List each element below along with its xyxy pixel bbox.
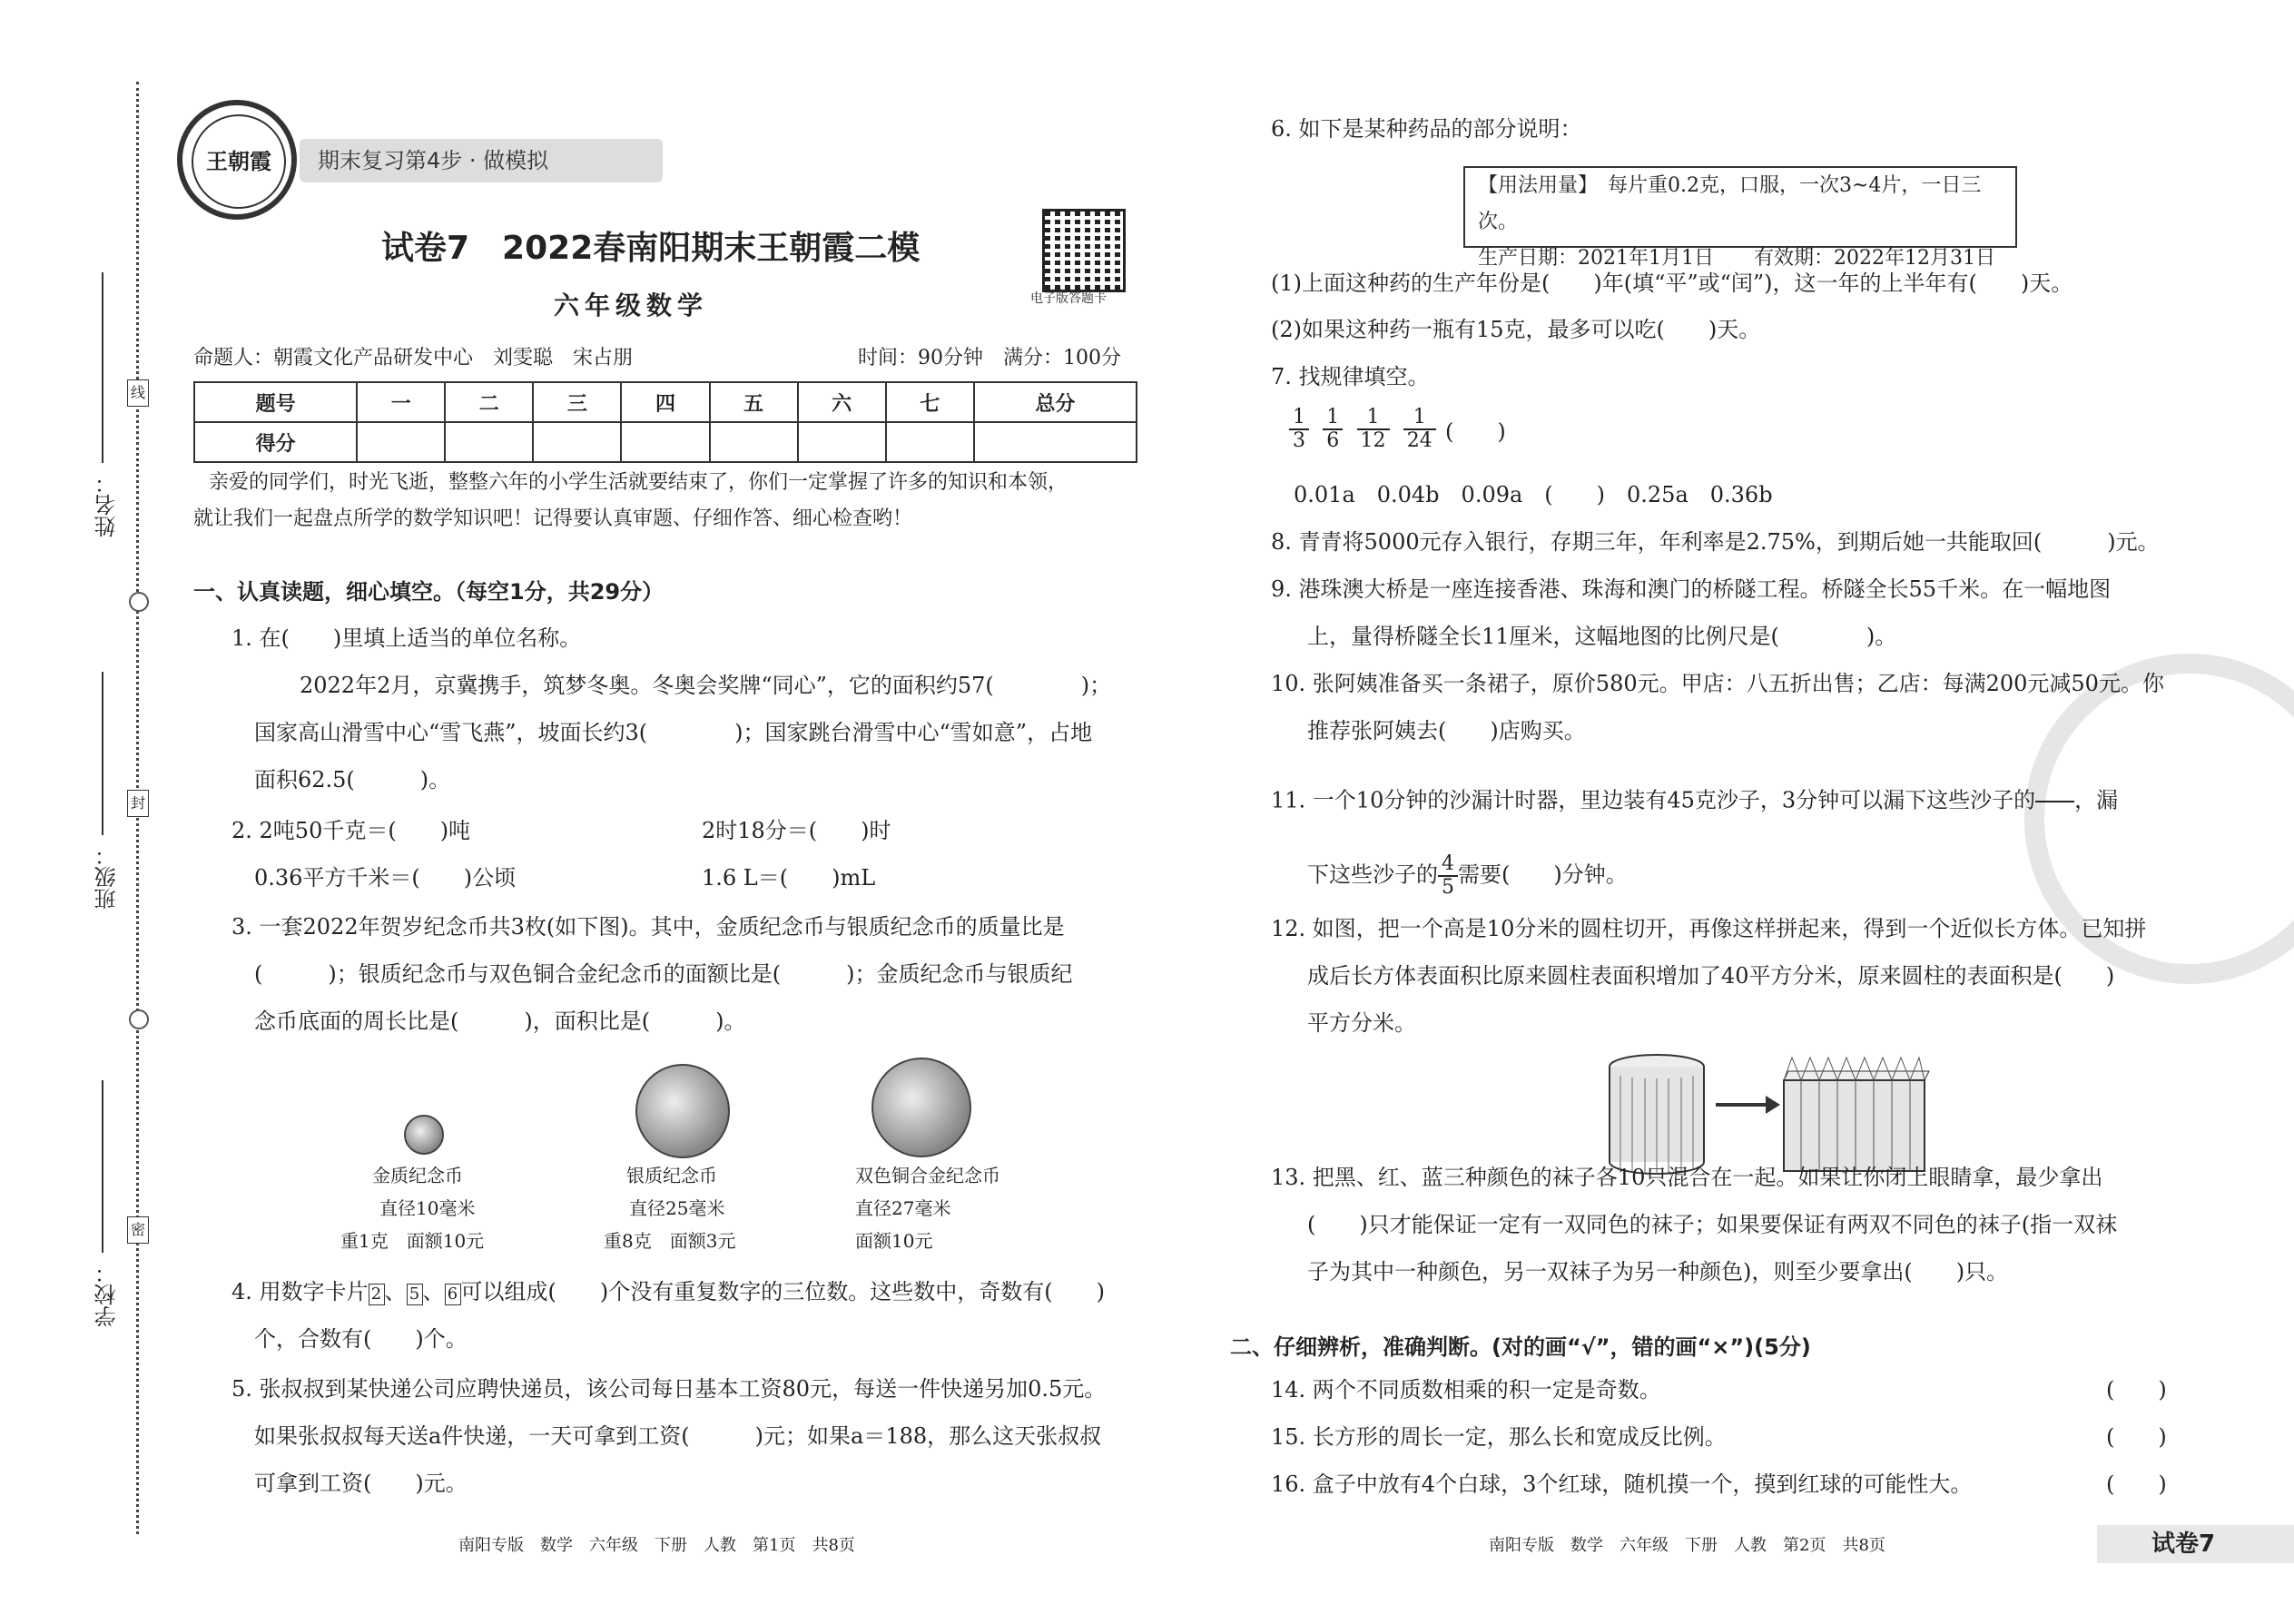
coin-name: 双色铜合金纪念币 (855, 1165, 1000, 1186)
q7-stem: 7. 找规律填空。 (1271, 364, 1430, 389)
arrowhead-icon (1766, 1096, 1780, 1114)
fraction (1403, 407, 1436, 452)
q6-intro: 6. 如下是某种药品的部分说明： (1271, 116, 1582, 142)
name-line (102, 272, 103, 463)
q4-line2: 个，合数有( )个。 (254, 1326, 468, 1352)
author-info: 命题人：朝霞文化产品研发中心 刘雯聪 宋占朋 (193, 347, 634, 369)
q11-tail: ，漏 (2074, 787, 2119, 813)
q7-fraction-sequence (1289, 407, 1506, 452)
q3-line: 念币底面的周长比是( )，面积比是( )。 (254, 1009, 746, 1034)
gold-coin-image (404, 1115, 444, 1155)
q11-line2 (1307, 853, 1628, 899)
page-title: 试卷7 2022春南阳期末王朝霞二模 (381, 230, 921, 267)
qr-code[interactable] (1042, 209, 1126, 292)
bimetal-coin-image (871, 1058, 971, 1157)
binding-hole (129, 592, 149, 612)
number-card: 2 (369, 1284, 385, 1305)
denominator: 6 (1326, 429, 1340, 452)
notice-line: 【用法用量】 每片重0.2克，口服，一次3~4片，一日三次。 (1478, 174, 1982, 233)
q12-line: 成后长方体表面积比原来圆柱表面积增加了40平方分米，原来圆柱的表面积是( ) (1307, 963, 2115, 989)
q4-rest: 可以组成( )个没有重复数字的三位数。这些数中，奇数有( ) (460, 1279, 1105, 1304)
q11-stem: 11. 一个10分钟的沙漏计时器，里边装有45克沙子，3分钟可以漏下这些沙子的 (1271, 787, 2036, 813)
q16: 16. 盒子中放有4个白球，3个红球，随机摸一个，摸到红球的可能性大。 (1271, 1471, 1973, 1497)
class-label: 班级： (94, 844, 120, 910)
fraction (1438, 853, 1458, 899)
judge-blank[interactable]: ( ) (2106, 1471, 2167, 1497)
denominator: 12 (1360, 429, 1386, 452)
fraction (1289, 407, 1309, 452)
q5-line: 5. 张叔叔到某快递公司应聘快递员，该公司每日基本工资80元，每送一件快递另加0.5元。 (231, 1376, 1107, 1402)
q2-item: 0.36平方千米＝( )公顷 (254, 865, 517, 891)
section2-title: 二、仔细辨析，准确判断。(对的画“√”，错的画“×”)(5分) (1230, 1334, 1811, 1360)
q3-line: 3. 一套2022年贺岁纪念币共3枚(如下图)。其中，金质纪念币与银质纪念币的质量比是 (231, 914, 1065, 940)
exam-time-info: 时间：90分钟 满分：100分 (858, 347, 1121, 369)
score-header: 七 (886, 382, 974, 422)
q1-line: 国家高山滑雪中心“雪飞燕”，坡面长约3( )；国家跳台滑雪中心“雪如意”，占地 (254, 720, 1093, 745)
fraction (1323, 407, 1343, 452)
coin-diameter: 直径10毫米 (379, 1197, 476, 1219)
section1-title: 一、认真读题，细心填空。（每空1分，共29分） (193, 579, 665, 605)
numerator: 1 (1323, 407, 1343, 430)
q10-line: 10. 张阿姨准备买一条裙子，原价580元。甲店：八五折出售；乙店：每满200元减50元。你 (1271, 671, 2164, 696)
score-row-label: 得分 (194, 422, 357, 462)
cylinder-figure (1607, 1053, 1707, 1176)
coin-diameter: 直径27毫米 (855, 1197, 951, 1219)
silver-coin-image (635, 1064, 730, 1158)
q7-line2: 0.01a 0.04b 0.09a ( ) 0.25a 0.36b (1294, 482, 1773, 507)
q11-line (1271, 779, 2118, 824)
denominator: 5 (1442, 876, 1454, 899)
q2-item: 1.6 L＝( )mL (702, 865, 876, 891)
numerator: 1 (1403, 407, 1436, 430)
name-label: 姓名： (94, 472, 120, 537)
footer-left: 南阳专版 数学 六年级 下册 人教 第1页 共8页 (458, 1536, 855, 1555)
q15: 15. 长方形的周长一定，那么长和宽成反比例。 (1271, 1424, 1727, 1450)
coin-detail: 面额10元 (855, 1230, 933, 1252)
score-cell[interactable] (533, 422, 621, 462)
q11-text: 下这些沙子的 (1307, 861, 1438, 888)
score-header: 一 (357, 382, 445, 422)
q8: 8. 青青将5000元存入银行，存期三年，年利率是2.75%，到期后她一共能取回( )元。 (1271, 529, 2160, 555)
blank-fraction[interactable] (2035, 779, 2074, 824)
cuboid-figure (1779, 1053, 1934, 1176)
score-cell[interactable] (974, 422, 1137, 462)
q2-item: 2. 2吨50千克＝( )吨 (231, 818, 471, 843)
number-card: 5 (407, 1284, 423, 1305)
score-cell[interactable] (710, 422, 798, 462)
score-header: 五 (710, 382, 798, 422)
answer-blank[interactable]: ( ) (1444, 418, 1506, 445)
score-cell[interactable] (357, 422, 445, 462)
notice-line: 生产日期：2021年1月1日 有效期：2022年12月31日 (1478, 247, 1995, 270)
q12-line: 12. 如图，把一个高是10分米的圆柱切开，再像这样拼起来，得到一个近似长方体。已知拼 (1271, 916, 2147, 941)
page-subtitle: 六年级数学 (554, 290, 709, 320)
q13-line: 13. 把黑、红、蓝三种颜色的袜子各10只混合在一起。如果让你闭上眼睛拿，最少拿出 (1271, 1165, 2103, 1190)
seal-char-xian: 线 (127, 379, 149, 407)
arrow-icon (1716, 1103, 1770, 1107)
q14: 14. 两个不同质数相乘的积一定是奇数。 (1271, 1377, 1661, 1403)
coin-name: 银质纪念币 (626, 1165, 717, 1186)
score-cell[interactable] (886, 422, 974, 462)
q13-line: 子为其中一种颜色，另一双袜子为另一种颜色)，则至少要拿出( )只。 (1307, 1259, 2009, 1284)
q11-text: 需要( )分钟。 (1458, 861, 1628, 888)
number-card: 6 (445, 1284, 461, 1305)
score-cell[interactable] (445, 422, 533, 462)
q10-line: 推荐张阿姨去( )店购买。 (1307, 718, 1586, 743)
denominator: 24 (1406, 429, 1433, 452)
q4-stem: 4. 用数字卡片 (231, 1279, 369, 1304)
q6-1: (1)上面这种药的生产年份是( )年(填“平”或“闰”)，这一年的上半年有( )天。 (1271, 271, 2073, 296)
intro-line: 亲爱的同学们，时光飞逝，整整六年的小学生活就要结束了，你们一定掌握了许多的知识和本领， (209, 471, 1068, 494)
coin-detail: 重8克 面额3元 (604, 1230, 736, 1252)
score-header: 六 (798, 382, 886, 422)
score-cell[interactable] (621, 422, 709, 462)
score-cell[interactable] (798, 422, 886, 462)
coin-name: 金质纪念币 (372, 1165, 463, 1186)
q1-line: 2022年2月，京冀携手，筑梦冬奥。冬奥会奖牌“同心”，它的面积约57( )； (300, 673, 1112, 698)
q1-line: 面积62.5( )。 (254, 767, 451, 792)
q4-line: 4. 用数字卡片 2 、 5 、 6 可以组成( )个没有重复数字的三位数。这些数中，奇数有( ) (231, 1279, 1105, 1304)
binding-hole (129, 1009, 149, 1029)
class-line (102, 672, 103, 835)
numerator: 4 (1438, 853, 1458, 877)
q3-line: ( )；银质纪念币与双色铜合金纪念币的面额比是( )；金质纪念币与银质纪 (254, 961, 1073, 987)
q1-stem: 1. 在( )里填上适当的单位名称。 (231, 625, 582, 651)
seal-char-mi: 密 (127, 1216, 149, 1244)
footer-right: 南阳专版 数学 六年级 下册 人教 第2页 共8页 (1489, 1536, 1885, 1555)
judge-blank[interactable]: ( ) (2106, 1424, 2167, 1450)
numerator: 1 (1357, 407, 1390, 430)
q12-line: 平方分米。 (1307, 1010, 1416, 1036)
judge-blank[interactable]: ( ) (2106, 1377, 2167, 1403)
step-banner: 期末复习第4步 · 做模拟 (300, 139, 663, 182)
score-header: 三 (533, 382, 621, 422)
qr-label: 电子版答题卡 (1030, 291, 1107, 306)
brand-logo (177, 100, 297, 220)
score-header: 四 (621, 382, 709, 422)
coin-detail: 重1克 面额10元 (340, 1230, 485, 1252)
intro-line: 就让我们一起盘点所学的数学知识吧！记得要认真审题、仔细作答、细心检查哟！ (193, 507, 913, 530)
numerator: 1 (1289, 407, 1309, 430)
q5-line: 如果张叔叔每天送a件快递，一天可拿到工资( )元；如果a＝188，那么这天张叔叔 (254, 1423, 1102, 1449)
medicine-notice-box (1463, 166, 2017, 270)
score-header: 二 (445, 382, 533, 422)
school-line (102, 1080, 103, 1253)
q5-line: 可拿到工资( )元。 (254, 1471, 468, 1496)
score-header: 总分 (974, 382, 1137, 422)
q13-line: ( )只才能保证一定有一双同色的袜子；如果要保证有两双不同色的袜子(指一双袜 (1307, 1212, 2118, 1237)
q9-line: 上，量得桥隧全长11厘米，这幅地图的比例尺是( )。 (1307, 624, 1897, 649)
fraction (1357, 407, 1390, 452)
paper-number-tag: 试卷7 (2097, 1525, 2294, 1563)
q2-item: 2时18分＝( )时 (702, 818, 891, 843)
coin-diameter: 直径25毫米 (629, 1197, 725, 1219)
q9-line: 9. 港珠澳大桥是一座连接香港、珠海和澳门的桥隧工程。桥隧全长55千米。在一幅地图 (1271, 576, 2112, 602)
score-table (193, 381, 1137, 463)
seal-char-feng: 封 (127, 790, 149, 817)
school-label: 学校： (94, 1262, 120, 1327)
q6-2: (2)如果这种药一瓶有15克，最多可以吃( )天。 (1271, 317, 1761, 342)
score-header: 题号 (194, 382, 357, 422)
logo-text: 王朝霞 (206, 148, 271, 174)
denominator: 3 (1293, 429, 1305, 452)
